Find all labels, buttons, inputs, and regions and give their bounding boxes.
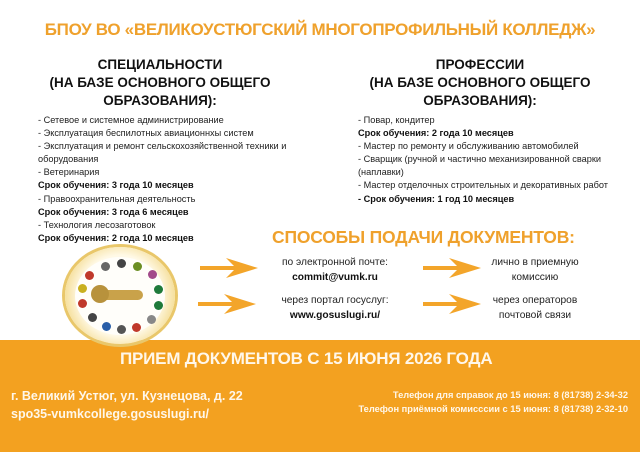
professions-heading-line3: ОБРАЗОВАНИЯ): — [423, 93, 537, 108]
logo-emblem-icon — [85, 271, 94, 280]
study-duration: - Срок обучения: 1 год 10 месяцев — [358, 193, 515, 204]
website-link[interactable]: spo35-vumkcollege.gosuslugi.ru/ — [11, 407, 209, 421]
key-icon — [97, 290, 143, 300]
address-text: г. Великий Устюг, ул. Кузнецова, д. 22 — [11, 389, 243, 403]
specialty-item: - Сетевое и системное администрирование — [38, 115, 224, 125]
specialties-heading-line1: СПЕЦИАЛЬНОСТИ — [97, 57, 223, 72]
profession-item: - Повар, кондитер — [358, 115, 435, 125]
logo-emblem-icon — [154, 301, 163, 310]
method-post-line1: через операторов — [492, 295, 578, 306]
logo-emblem-icon — [117, 325, 126, 334]
profession-item: - Мастер по ремонту и обслуживанию автомобилей — [358, 141, 579, 152]
admission-banner-title: ПРИЕМ ДОКУМЕНТОВ С 15 ИЮНЯ 2026 ГОДА — [120, 349, 493, 368]
logo-emblem-icon — [132, 323, 141, 332]
professions-heading-line2: (НА БАЗЕ ОСНОВНОГО ОБЩЕГО — [369, 75, 591, 90]
gosuslugi-link[interactable]: www.gosuslugi.ru/ — [289, 310, 381, 321]
study-duration: Срок обучения: 2 года 10 месяцев — [358, 128, 514, 139]
logo-emblem-icon — [78, 284, 87, 293]
method-in-person — [450, 255, 620, 285]
professions-list — [358, 114, 628, 206]
contact-address-block — [11, 387, 243, 423]
contact-phones-block — [358, 388, 628, 416]
specialties-heading-line2: (НА БАЗЕ ОСНОВНОГО ОБЩЕГО — [49, 75, 271, 90]
study-duration: Срок обучения: 2 года 10 месяцев — [38, 232, 194, 243]
logo-emblem-icon — [133, 262, 142, 271]
profession-item: - Мастер отделочных строительных и декоративных работ — [358, 180, 608, 191]
specialty-item: - Ветеринария — [38, 167, 100, 178]
professions-heading-line1: ПРОФЕССИИ — [435, 57, 525, 72]
phone-admission-text: Телефон приёмной комисссии с 15 июня: 8 (81738) 2-32-10 — [358, 404, 628, 414]
study-duration: Срок обучения: 3 года 10 месяцев — [38, 180, 194, 191]
college-logo-icon — [65, 247, 175, 344]
method-portal-label: через портал госуслуг: — [281, 295, 389, 306]
method-post-line2: почтовой связи — [498, 310, 572, 321]
profession-item: - Сварщик (ручной и частично механизированной сварки (наплавки) — [358, 154, 602, 178]
method-in-person-line1: лично в приемную — [491, 257, 579, 268]
professions-heading — [340, 56, 620, 110]
specialties-list — [38, 114, 328, 245]
study-duration: Срок обучения: 3 года 6 месяцев — [38, 206, 189, 217]
specialty-item: - Эксплуатация и ремонт сельскохозяйственной техники и оборудования — [38, 141, 287, 165]
method-email-label: по электронной почте: — [282, 257, 388, 268]
method-post — [450, 293, 620, 323]
logo-emblem-icon — [88, 313, 97, 322]
submission-methods-heading: СПОСОБЫ ПОДАЧИ ДОКУМЕНТОВ: — [272, 227, 575, 247]
logo-inner — [75, 257, 165, 335]
logo-emblem-icon — [78, 299, 87, 308]
specialties-heading — [20, 56, 300, 110]
specialty-item: - Эксплуатация беспилотных авиационнхы систем — [38, 128, 254, 139]
method-email — [250, 255, 420, 285]
specialties-heading-line3: ОБРАЗОВАНИЯ): — [103, 93, 217, 108]
logo-emblem-icon — [102, 322, 111, 331]
logo-emblem-icon — [154, 285, 163, 294]
specialty-item: - Технология лесозаготовок — [38, 219, 156, 230]
logo-emblem-icon — [101, 262, 110, 271]
method-portal — [250, 293, 420, 323]
specialty-item: - Правоохранительная деятельность — [38, 193, 196, 204]
logo-emblem-icon — [148, 270, 157, 279]
logo-emblem-icon — [117, 259, 126, 268]
phone-info-text: Телефон для справок до 15 июня: 8 (81738) 2-34-32 — [392, 390, 628, 400]
right-arrow-icon — [198, 293, 258, 315]
email-link[interactable]: commit@vumk.ru — [292, 272, 378, 283]
logo-emblem-icon — [147, 315, 156, 324]
college-title: БПОУ ВО «ВЕЛИКОУСТЮГСКИЙ МНОГОПРОФИЛЬНЫЙ КОЛЛЕДЖ» — [44, 20, 596, 39]
method-in-person-line2: комиссию — [511, 272, 559, 283]
